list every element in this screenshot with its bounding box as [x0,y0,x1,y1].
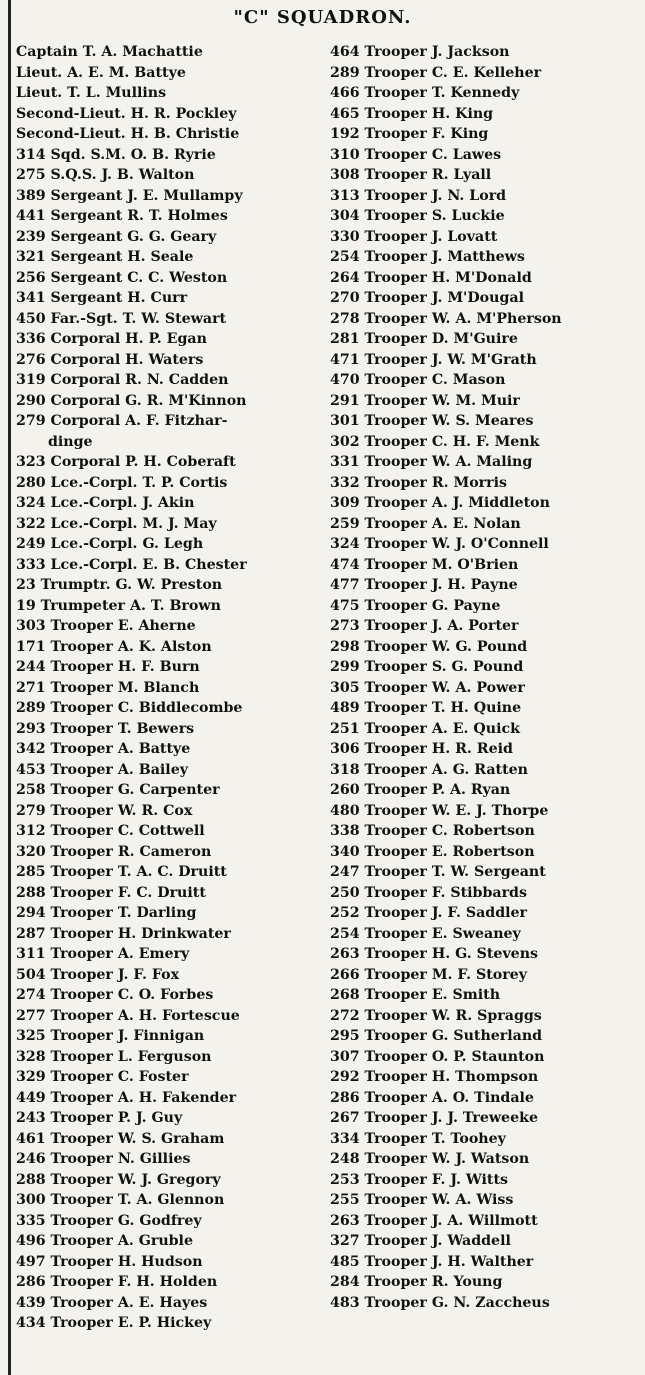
roster-entry: Lieut. A. E. M. Battye [16,64,186,81]
roster-entry: 281 Trooper D. M'Guire [330,331,518,347]
roster-entry: 453 Trooper A. Bailey [16,761,188,778]
roster-entry: 324 Trooper W. J. O'Connell [330,536,549,552]
roster-entry: 279 Trooper W. R. Cox [16,802,193,819]
roster-column-right [330,42,640,1313]
roster-entry: 267 Trooper J. J. Treweeke [330,1110,538,1126]
roster-entry: Captain T. A. Machattie [16,44,203,60]
roster-entry: 292 Trooper H. Thompson [330,1069,539,1085]
roster-entry: 319 Corporal R. N. Cadden [16,372,229,388]
roster-entry: 289 Trooper C. Biddlecombe [16,700,243,716]
roster-entry: 293 Trooper T. Bewers [16,720,195,737]
roster-entry: 313 Trooper J. N. Lord [330,187,507,204]
roster-entry: dinge [48,433,93,450]
roster-entry: 331 Trooper W. A. Maling [330,454,533,470]
roster-entry: 260 Trooper P. A. Ryan [330,782,511,798]
roster-entry: 259 Trooper A. E. Nolan [330,515,521,532]
roster-column-left [16,42,332,1334]
roster-entry: 329 Trooper C. Foster [16,1069,189,1085]
roster-entry: 298 Trooper W. G. Pound [330,638,528,655]
roster-entry: 247 Trooper T. W. Sergeant [330,864,546,880]
roster-entry: 483 Trooper G. N. Zaccheus [330,1294,550,1311]
roster-entry: 307 Trooper O. P. Staunton [330,1048,545,1065]
roster-entry: 450 Far.-Sgt. T. W. Stewart [16,310,227,327]
roster-entry: 263 Trooper J. A. Willmott [330,1212,538,1229]
roster-entry: 239 Sergeant G. G. Geary [16,228,217,245]
roster-entry: 485 Trooper J. H. Walther [330,1253,534,1270]
roster-entry: 389 Sergeant J. E. Mullampy [16,187,243,204]
roster-entry: 278 Trooper W. A. M'Pherson [330,310,562,327]
roster-entry: 327 Trooper J. Waddell [330,1233,511,1249]
roster-entry: 480 Trooper W. E. J. Thorpe [330,802,549,819]
roster-entry: 286 Trooper F. H. Holden [16,1274,218,1290]
roster-entry: 280 Lce.-Corpl. T. P. Cortis [16,474,228,491]
roster-entry: 321 Sergeant H. Seale [16,249,194,265]
roster-entry: 324 Lce.-Corpl. J. Akin [16,495,195,511]
roster-entry: 504 Trooper J. F. Fox [16,966,180,983]
roster-entry: 311 Trooper A. Emery [16,946,190,962]
roster-entry: 303 Trooper E. Aherne [16,618,196,634]
roster-entry: 254 Trooper E. Sweaney [330,925,521,942]
roster-entry: 256 Sergeant C. C. Weston [16,269,228,286]
roster-entry: 276 Corporal H. Waters [16,351,204,368]
roster-entry: 258 Trooper G. Carpenter [16,782,220,798]
roster-entry: 250 Trooper F. Stibbards [330,884,527,901]
roster-entry: 477 Trooper J. H. Payne [330,577,518,593]
roster-entry: 305 Trooper W. A. Power [330,679,525,696]
roster-entry: 246 Trooper N. Gillies [16,1151,191,1167]
roster-entry: 23 Trumptr. G. W. Preston [16,577,223,593]
roster-entry: 248 Trooper W. J. Watson [330,1151,530,1167]
roster-entry: 254 Trooper J. Matthews [330,249,525,265]
roster-entry: 294 Trooper T. Darling [16,905,197,921]
roster-entry: 439 Trooper A. E. Hayes [16,1294,208,1311]
roster-entry: 489 Trooper T. H. Quine [330,700,522,716]
roster-entry: 309 Trooper A. J. Middleton [330,495,550,511]
roster-entry: 474 Trooper M. O'Brien [330,556,519,573]
roster-entry: 251 Trooper A. E. Quick [330,720,520,737]
roster-entry: 287 Trooper H. Drinkwater [16,925,231,942]
roster-entry: Second-Lieut. H. R. Pockley [16,105,237,122]
roster-entry: 497 Trooper H. Hudson [16,1253,203,1270]
roster-entry: 434 Trooper E. P. Hickey [16,1315,212,1331]
roster-entry: 266 Trooper M. F. Storey [330,966,527,983]
roster-entry: 318 Trooper A. G. Ratten [330,761,528,778]
roster-entry: 273 Trooper J. A. Porter [330,618,519,634]
roster-entry: 471 Trooper J. W. M'Grath [330,351,537,368]
roster-entry: 291 Trooper W. M. Muir [330,392,520,409]
roster-entry: 323 Corporal P. H. Coberaft [16,454,236,470]
roster-entry: 308 Trooper R. Lyall [330,167,492,183]
roster-entry: 470 Trooper C. Mason [330,372,506,388]
roster-entry: 252 Trooper J. F. Saddler [330,905,528,921]
roster-entry: 171 Trooper A. K. Alston [16,638,212,655]
roster-entry: 299 Trooper S. G. Pound [330,659,524,675]
roster-entry: 302 Trooper C. H. F. Menk [330,433,540,450]
roster-entry: 244 Trooper H. F. Burn [16,659,200,675]
roster-entry: 320 Trooper R. Cameron [16,843,212,860]
roster-entry: 275 S.Q.S. J. B. Walton [16,167,195,183]
roster-entry: 475 Trooper G. Payne [330,597,501,614]
roster-entry: 332 Trooper R. Morris [330,474,508,491]
roster-entry: 277 Trooper A. H. Fortescue [16,1007,240,1024]
roster-entry: 461 Trooper W. S. Graham [16,1130,225,1147]
roster-entry: 449 Trooper A. H. Fakender [16,1089,237,1106]
roster-entry: 306 Trooper H. R. Reid [330,741,513,757]
roster-entry: 279 Corporal A. F. Fitzhar- [16,413,228,429]
roster-entry: 342 Trooper A. Battye [16,741,191,757]
roster-entry: 464 Trooper J. Jackson [330,44,510,60]
roster-entry: 263 Trooper H. G. Stevens [330,946,539,962]
roster-entry: 192 Trooper F. King [330,126,489,142]
roster-entry: 288 Trooper W. J. Gregory [16,1171,221,1188]
roster-entry: Lieut. T. L. Mullins [16,85,167,101]
roster-entry: 274 Trooper C. O. Forbes [16,987,214,1003]
roster-entry: 325 Trooper J. Finnigan [16,1028,205,1044]
roster-entry: 340 Trooper E. Robertson [330,843,535,860]
roster-entry: 322 Lce.-Corpl. M. J. May [16,515,217,532]
roster-entry: 314 Sqd. S.M. O. B. Ryrie [16,146,216,163]
roster-entry: 304 Trooper S. Luckie [330,208,505,224]
roster-entry: 496 Trooper A. Gruble [16,1233,193,1249]
roster-entry: 284 Trooper R. Young [330,1274,503,1290]
roster-entry: 288 Trooper F. C. Druitt [16,884,206,901]
roster-entry: Second-Lieut. H. B. Christie [16,126,240,142]
roster-entry: 249 Lce.-Corpl. G. Legh [16,536,204,552]
roster-entry: 290 Corporal G. R. M'Kinnon [16,392,247,409]
roster-entry: 300 Trooper T. A. Glennon [16,1192,225,1208]
roster-entry: 441 Sergeant R. T. Holmes [16,208,228,224]
roster-entry: 312 Trooper C. Cottwell [16,823,205,839]
roster-entry: 333 Lce.-Corpl. E. B. Chester [16,556,247,573]
roster-entry: 285 Trooper T. A. C. Druitt [16,864,227,880]
roster-entry: 310 Trooper C. Lawes [330,146,502,163]
roster-entry: 271 Trooper M. Blanch [16,679,200,696]
roster-entry: 330 Trooper J. Lovatt [330,228,498,245]
roster-entry: 334 Trooper T. Toohey [330,1130,506,1147]
roster-entry: 268 Trooper E. Smith [330,987,501,1003]
roster-entry: 338 Trooper C. Robertson [330,823,535,839]
roster-entry: 270 Trooper J. M'Dougal [330,290,524,306]
roster-entry: 253 Trooper F. J. Witts [330,1171,509,1188]
roster-entry: 289 Trooper C. E. Kelleher [330,64,542,81]
column-rule [8,0,11,1375]
roster-entry: 295 Trooper G. Sutherland [330,1028,543,1044]
roster-entry: 301 Trooper W. S. Meares [330,413,534,429]
roster-entry: 264 Trooper H. M'Donald [330,269,532,286]
roster-entry: 466 Trooper T. Kennedy [330,85,520,101]
page-title: "C" SQUADRON. [233,7,412,28]
roster-entry: 243 Trooper P. J. Guy [16,1110,183,1126]
roster-entry: 336 Corporal H. P. Egan [16,331,207,347]
roster-entry: 286 Trooper A. O. Tindale [330,1089,534,1106]
roster-entry: 328 Trooper L. Ferguson [16,1048,212,1065]
roster-entry: 335 Trooper G. Godfrey [16,1212,202,1229]
roster-entry: 255 Trooper W. A. Wiss [330,1192,514,1208]
roster-entry: 341 Sergeant H. Curr [16,290,188,306]
roster-entry: 465 Trooper H. King [330,105,494,122]
roster-entry: 19 Trumpeter A. T. Brown [16,597,221,614]
roster-entry: 272 Trooper W. R. Spraggs [330,1007,542,1024]
